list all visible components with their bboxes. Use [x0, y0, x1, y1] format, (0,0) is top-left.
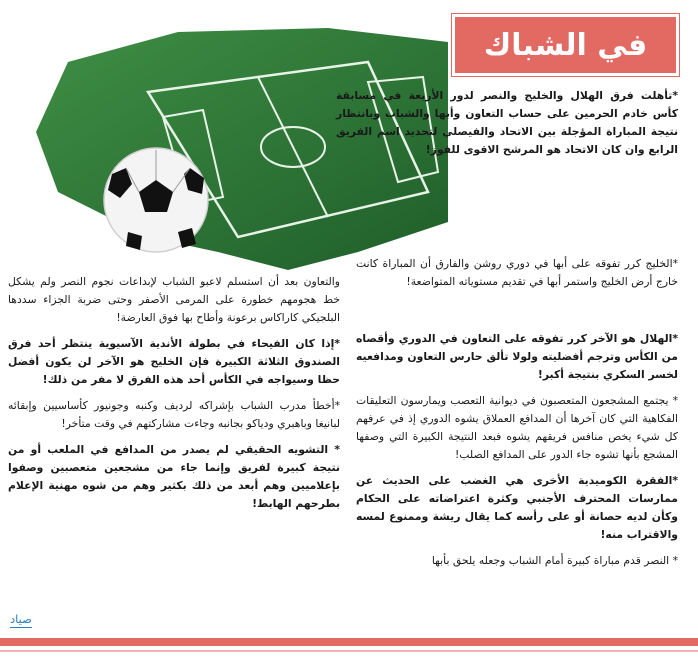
article-column-right-top — [336, 87, 678, 163]
paragraph-6: * النصر قدم مباراة كبيرة أمام الشباب وجعله يلحق بأبها — [431, 554, 678, 567]
section-title-box — [452, 14, 679, 76]
paragraph-2: *الخليج كرر تفوقه على أبها في دوري روشن والفارق أن المباراة كانت خارج أرض الخليج واستمر أبها في تقديم مستوياته المتواضعة! — [356, 257, 678, 288]
footer-bar — [0, 638, 698, 646]
football-icon — [104, 148, 208, 252]
paragraph-7: والتعاون بعد أن استسلم لاعبو الشباب لإبداعات نجوم النصر ولم يشكل خط هجومهم خطورة على المرمى الأصفر وحتى ضربة الجزاء سددها البلجيكي كاراكاس برعونة وأطاح بها فوق العارضة! — [8, 275, 340, 324]
paragraph-4: * يجتمع المشجعون المتعصبون في ديوانية التعصب ويمارسون التعليقات الفكاهية التي كان آخرها أن المدافع العملاق يشوه الدوري إذ في عرفهم كل شيء يخص منافس فريقهم يشوه فبعد النتيجة الكبيرة التي وصفها المشجع بأنها تشوه جاء الدور على المدافع الصلب! — [356, 394, 678, 461]
paragraph-5: *الفقرة الكوميدية الأخرى هي الغضب على الحديث عن ممارسات المحترف الأجنبي وكثرة اعتراضاته على الحكام وكأن لديه حصانة أو على رأسه كما يقال ريشة وممنوع لمسه والاقتراب منه! — [356, 474, 678, 541]
article-column-right-middle — [356, 255, 678, 299]
paragraph-3: *الهلال هو الآخر كرر تفوقه على التعاون في الدوري وأقصاه من الكأس وترجم أفضليته ولولا تألق حارس التعاون ومدافعيه لخسر السكري بنتيجة أكبر! — [356, 332, 678, 381]
paragraph-9: *أخطأ مدرب الشباب بإشراكه لرديف وكنبه وجونيور كأساسيين وإبقائه لبانيغا وباهبري ودياكو بجانبه وجاءت مشاركتهم في وقت متأخر! — [8, 399, 340, 430]
paragraph-1: *تأهلت فرق الهلال والخليج والنصر لدور الأربعة في مسابقة كأس خادم الحرمين على حساب التعاون وأبها والشباب وبانتظار نتيجة المباراة المؤجلة بين الاتحاد والفيصلي لتحديد اسم الفريق الرابع وان كان الاتحاد هو المرشح الاقوى للفوز! — [336, 89, 678, 156]
author-signature: صياد — [10, 612, 32, 626]
article-column-right — [356, 330, 678, 578]
article-column-left — [8, 273, 340, 521]
paragraph-8: *إذا كان الفيحاء في بطولة الأندية الآسيوية ينتظر أحد فرق الصندوق الثلاثة الكبيرة فإن الخليج هو الآخر لن يكون أفضل حظا وسيواجه في الكأس أحد هذه الفرق لا مفر من ذلك! — [8, 337, 340, 386]
footer-line — [0, 650, 698, 652]
section-title: في الشباك — [483, 27, 648, 63]
paragraph-10: * التشويه الحقيقي لم يصدر من المدافع في الملعب أو من نتيجة كبيرة لفريق وإنما جاء من مشجعين متعصبين وصفوا بإعلاميين وهم أبعد من ذلك بكثير وهم من شوه مهنية الإعلام بطرحهم الهابط! — [8, 443, 340, 510]
